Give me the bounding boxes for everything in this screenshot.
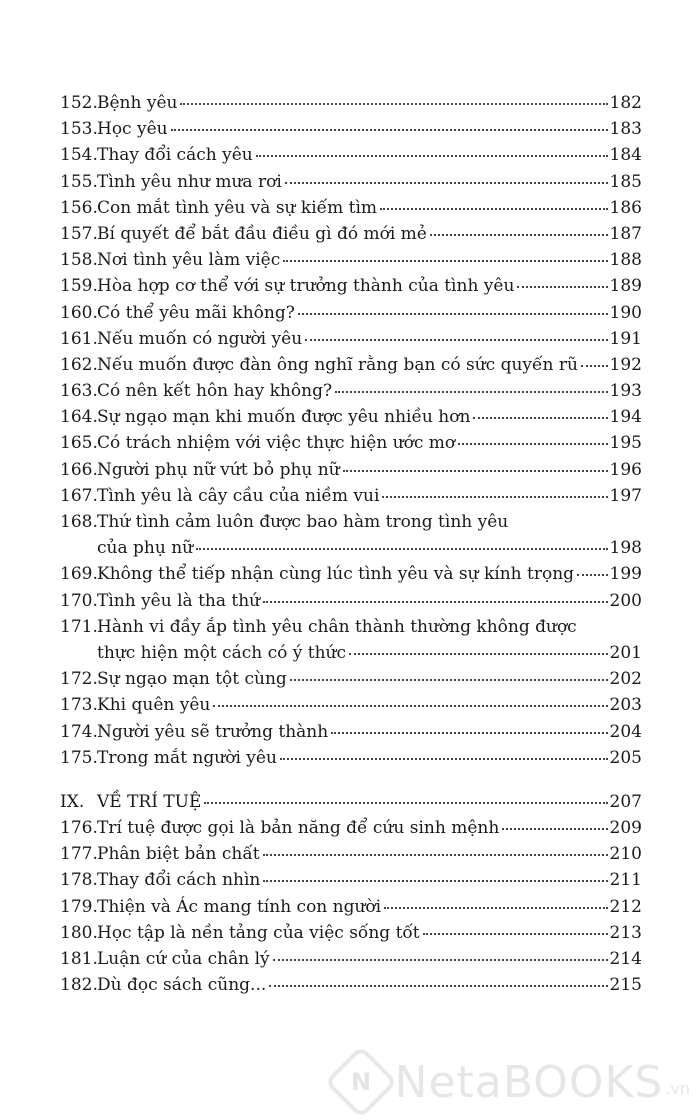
entry-number: 165. [60, 433, 98, 454]
entry-title: Trí tuệ được gọi là bản năng để cứu sinh mệnh [97, 818, 500, 839]
entry-title: Người yêu sẽ trưởng thành [97, 721, 329, 742]
entry-title: Có thể yêu mãi không? [97, 302, 295, 323]
toc-entry [60, 326, 642, 352]
entry-title: Luận cứ của chân lý [97, 949, 270, 969]
page-number: 184 [609, 145, 642, 166]
entry-title: Hòa hợp cơ thể với sự trưởng thành của tình yêu [97, 276, 515, 297]
toc-entry [60, 535, 642, 561]
entry-number: 170. [60, 590, 98, 611]
dot-leader [263, 600, 607, 603]
entry-number: 173. [60, 695, 98, 716]
page-number: 211 [609, 870, 642, 891]
entry-title: Bệnh yêu [97, 93, 178, 113]
dot-leader [502, 827, 607, 830]
toc-entry [60, 352, 642, 378]
page-number: 194 [609, 407, 642, 428]
entry-number: 159. [60, 276, 98, 297]
page-number: 191 [609, 328, 642, 349]
entry-title: Con mắt tình yêu và sự kiếm tìm [97, 197, 378, 218]
page-number: 209 [609, 818, 642, 839]
dot-leader [380, 207, 608, 210]
toc-entry [60, 946, 642, 972]
entry-number: 156. [60, 197, 98, 218]
toc-entry [60, 666, 642, 692]
page-number: 195 [609, 433, 642, 454]
dot-leader [196, 547, 607, 550]
page-number: 212 [609, 896, 642, 917]
entry-number: 179. [60, 896, 98, 917]
netabooks-logo-icon: N [324, 1045, 398, 1119]
chapter-heading [60, 789, 642, 815]
dot-leader [298, 312, 608, 315]
page-number: 204 [609, 721, 642, 742]
entry-title: Phân biệt bản chất [97, 844, 260, 865]
dot-leader [517, 285, 607, 288]
toc-entry [60, 90, 642, 116]
entry-number: 164. [60, 407, 98, 428]
entry-title: Khi quên yêu [97, 695, 211, 716]
watermark-text: NetaBOOKS [394, 1056, 664, 1108]
page-number: 190 [609, 302, 642, 323]
entry-number: 161. [60, 328, 98, 349]
entry-number: IX. [60, 791, 85, 812]
toc-entry [60, 841, 642, 867]
entry-number: 181. [60, 949, 98, 969]
entry-title: Người phụ nữ vứt bỏ phụ nữ [97, 459, 340, 480]
page-number: 210 [609, 844, 642, 865]
toc-entry [60, 169, 642, 195]
entry-title: Dù đọc sách cũng... [97, 975, 267, 996]
toc-entry [60, 509, 642, 535]
toc-entry [60, 195, 642, 221]
entry-number: 168. [60, 512, 98, 532]
toc-entry [60, 894, 642, 920]
entry-title: VỀ TRÍ TUỆ [97, 791, 202, 812]
entry-title: Sự ngạo mạn tột cùng [97, 669, 287, 690]
entry-title: Không thể tiếp nhận cùng lúc tình yêu và sự kính trọng [97, 564, 575, 585]
section-gap [60, 771, 642, 789]
toc-entry [60, 614, 642, 640]
dot-leader [285, 181, 608, 184]
toc-entry [60, 430, 642, 456]
dot-leader [581, 364, 608, 367]
page-number: 183 [609, 119, 642, 140]
page-number: 201 [609, 642, 642, 663]
table-of-contents [60, 90, 642, 998]
dot-leader [269, 984, 607, 987]
toc-entry [60, 116, 642, 142]
entry-number: 180. [60, 922, 98, 943]
entry-number: 172. [60, 669, 98, 690]
entry-number: 163. [60, 381, 98, 402]
toc-entry [60, 378, 642, 404]
entry-number: 182. [60, 975, 98, 996]
toc-entry [60, 588, 642, 614]
page-number: 189 [609, 276, 642, 297]
toc-entry [60, 972, 642, 998]
toc-entry [60, 815, 642, 841]
netabooks-watermark [335, 1056, 690, 1108]
dot-leader [577, 573, 608, 576]
dot-leader [290, 678, 608, 681]
entry-number: 177. [60, 844, 98, 865]
toc-entry [60, 719, 642, 745]
dot-leader [263, 853, 608, 856]
dot-leader [473, 416, 607, 419]
page-number: 213 [609, 922, 642, 943]
entry-title: Thứ tình cảm luôn được bao hàm trong tình yêu [97, 512, 509, 532]
dot-leader [384, 906, 607, 909]
page-number: 207 [609, 791, 642, 812]
dot-leader [273, 958, 608, 961]
entry-number: 166. [60, 459, 98, 480]
entry-number: 158. [60, 250, 98, 271]
toc-entry [60, 483, 642, 509]
entry-number: 152. [60, 93, 98, 113]
toc-entry [60, 404, 642, 430]
entry-number: 176. [60, 818, 98, 839]
toc-entry [60, 300, 642, 326]
page-number: 197 [609, 485, 642, 506]
page-number: 198 [609, 538, 642, 559]
toc-entry [60, 457, 642, 483]
dot-leader [335, 390, 607, 393]
page-number: 215 [609, 975, 642, 996]
entry-number: 157. [60, 223, 98, 244]
entry-number: 178. [60, 870, 98, 891]
dot-leader [171, 128, 608, 131]
entry-number: 175. [60, 747, 98, 768]
page-number: 187 [609, 223, 642, 244]
dot-leader [263, 879, 607, 882]
toc-entry [60, 561, 642, 587]
page-number: 188 [609, 250, 642, 271]
dot-leader [382, 495, 607, 498]
entry-title: của phụ nữ [97, 538, 194, 559]
dot-leader [305, 338, 607, 341]
dot-leader [331, 731, 607, 734]
dot-leader [423, 932, 608, 935]
entry-number: 154. [60, 145, 98, 166]
entry-number: 169. [60, 564, 98, 585]
entry-title: Học tập là nền tảng của việc sống tốt [97, 922, 420, 943]
entry-title: Thay đổi cách nhìn [97, 870, 261, 891]
dot-leader [430, 233, 608, 236]
toc-entry [60, 273, 642, 299]
entry-title: Thay đổi cách yêu [97, 145, 253, 166]
entry-title: Tình yêu là cây cầu của niềm vui [97, 485, 380, 506]
page-number: 182 [609, 93, 642, 113]
entry-number: 171. [60, 616, 98, 637]
entry-title: Nơi tình yêu làm việc [97, 250, 281, 271]
page-number: 193 [609, 381, 642, 402]
toc-entry [60, 221, 642, 247]
page-number: 200 [609, 590, 642, 611]
watermark-suffix: .vn [665, 1079, 690, 1098]
dot-leader [458, 442, 607, 445]
page-number: 186 [609, 197, 642, 218]
entry-number: 174. [60, 721, 98, 742]
dot-leader [283, 259, 607, 262]
toc-entry [60, 640, 642, 666]
dot-leader [343, 469, 608, 472]
dot-leader [213, 704, 607, 707]
dot-leader [280, 757, 608, 760]
entry-number: 162. [60, 354, 98, 375]
entry-title: Học yêu [97, 119, 168, 140]
entry-title: Trong mắt người yêu [97, 747, 277, 768]
entry-title: Sự ngạo mạn khi muốn được yêu nhiều hơn [97, 407, 471, 428]
toc-entry [60, 247, 642, 273]
dot-leader [180, 102, 607, 105]
page-number: 185 [609, 171, 642, 192]
entry-number: 167. [60, 485, 98, 506]
dot-leader [349, 652, 608, 655]
page-number: 205 [609, 747, 642, 768]
entry-title: Có nên kết hôn hay không? [97, 381, 333, 402]
page-number: 214 [609, 949, 642, 969]
toc-entry [60, 867, 642, 893]
entry-title: Tình yêu như mưa rơi [97, 171, 282, 192]
entry-title: Nếu muốn có người yêu [97, 328, 303, 349]
toc-entry [60, 745, 642, 771]
entry-number: 160. [60, 302, 98, 323]
entry-title: Tình yêu là tha thứ [97, 590, 261, 611]
entry-title: Có trách nhiệm với việc thực hiện ước mơ [97, 433, 456, 454]
toc-entry [60, 920, 642, 946]
entry-title: Thiện và Ác mang tính con người [97, 896, 382, 917]
toc-entry [60, 692, 642, 718]
page-number: 202 [609, 669, 642, 690]
entry-number: 155. [60, 171, 98, 192]
page-number: 203 [609, 695, 642, 716]
toc-entry [60, 142, 642, 168]
entry-number: 153. [60, 119, 98, 140]
entry-title: Nếu muốn được đàn ông nghĩ rằng bạn có sức quyến rũ [97, 354, 578, 375]
page-number: 196 [609, 459, 642, 480]
dot-leader [256, 154, 608, 157]
dot-leader [204, 801, 607, 804]
entry-title: Hành vi đầy ắp tình yêu chân thành thường không được [97, 616, 577, 637]
entry-title: Bí quyết để bắt đầu điều gì đó mới mẻ [97, 223, 427, 244]
page-number: 199 [609, 564, 642, 585]
entry-title: thực hiện một cách có ý thức [97, 642, 346, 663]
page-number: 192 [609, 354, 642, 375]
